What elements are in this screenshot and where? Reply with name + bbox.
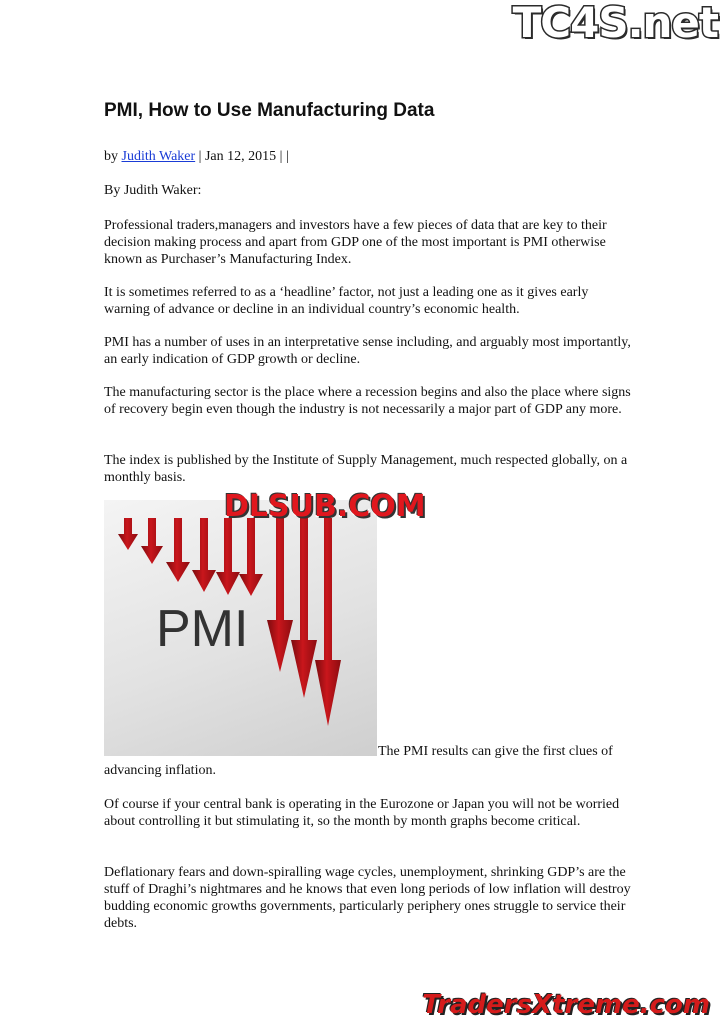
figure-caption-continued: advancing inflation. [104,763,216,778]
paragraph: The index is published by the Institute of Supply Management, much respected globally, on a monthly basis. [104,453,628,485]
pmi-arrows-graphic [104,500,377,756]
article-intro: By Judith Waker: [104,183,202,198]
paragraph: Of course if your central bank is operating in the Eurozone or Japan you will not be worried about controlling it but stimulating it, so the month by month graphs become critical. [104,797,620,829]
byline [104,149,289,165]
article-title: PMI, How to Use Manufacturing Data [104,100,435,121]
tradersxtreme-watermark-logo: TradersXtreme.com [422,990,710,1020]
paragraph: It is sometimes referred to as a ‘headline’ factor, not just a leading one as it gives early warning of advance or decline in an individual country’s economic health. [104,285,589,317]
paragraph: Deflationary fears and down-spiralling wage cycles, unemployment, shrinking GDP’s are the stuff of Draghi’s nightmares and he knows that even long periods of low inflation will destroy budding economic growths governments, particularly periphery ones struggle to service their debts. [104,865,631,931]
figure-caption: The PMI results can give the first clues of [378,744,613,759]
byline-date: | Jan 12, 2015 | | [198,149,289,164]
byline-prefix: by [104,149,118,164]
pmi-image [104,500,377,756]
dlsub-watermark-logo: DLSUB.COM [224,489,426,524]
paragraph: Professional traders,managers and investors have a few pieces of data that are key to their decision making process and apart from GDP one of the most important is PMI otherwise known as Purchaser’s Manufacturing Index. [104,218,607,267]
pmi-label: PMI [156,600,249,658]
tc4s-watermark-logo: TC4S.net [512,0,718,47]
paragraph: PMI has a number of uses in an interpretative sense including, and arguably most importantly, an early indication of GDP growth or decline. [104,335,631,367]
paragraph: The manufacturing sector is the place where a recession begins and also the place where signs of recovery begin even though the industry is not necessarily a major part of GDP any more. [104,385,631,417]
author-link[interactable]: Judith Waker [121,149,196,164]
